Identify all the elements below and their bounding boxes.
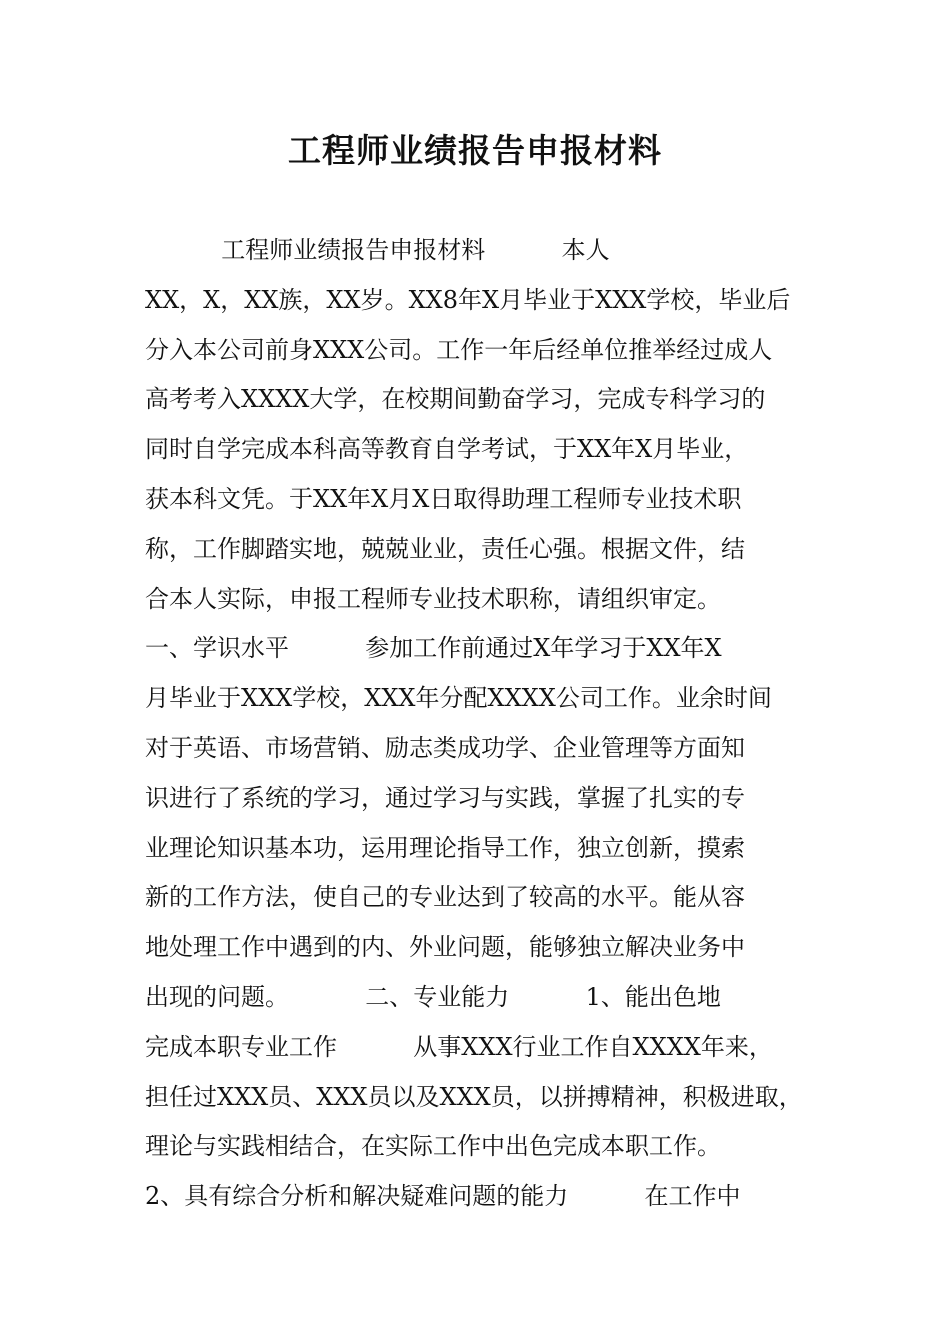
body-line: 高考考入XXXX大学，在校期间勤奋学习，完成专科学习的 bbox=[145, 385, 766, 414]
document-title: 工程师业绩报告申报材料 bbox=[288, 131, 662, 170]
body-line: 业理论知识基本功，运用理论指导工作，独立创新，摸索 bbox=[145, 833, 745, 862]
body-line: 一、学识水平 参加工作前通过X年学习于XX年X bbox=[145, 634, 722, 663]
body-line: 工程师业绩报告申报材料 本人 bbox=[145, 236, 610, 264]
body-line: 2、具有综合分析和解决疑难问题的能力 在工作中 bbox=[145, 1182, 741, 1211]
body-line: 担任过XXX员、XXX员以及XXX员，以拼搏精神，积极进取， bbox=[145, 1082, 803, 1111]
body-line: 月毕业于XXX学校，XXX年分配XXXX公司工作。业余时间 bbox=[145, 684, 772, 713]
body-line: XX，X，XX族，XX岁。XX8年X月毕业于XXX学校，毕业后 bbox=[145, 285, 791, 314]
body-line: 合本人实际，申报工程师专业技术职称，请组织审定。 bbox=[145, 584, 721, 613]
document-body bbox=[145, 226, 825, 1222]
body-line: 识进行了系统的学习，通过学习与实践，掌握了扎实的专 bbox=[145, 783, 745, 812]
body-line: 分入本公司前身XXX公司。工作一年后经单位推举经过成人 bbox=[145, 335, 773, 364]
body-line: 理论与实践相结合，在实际工作中出色完成本职工作。 bbox=[145, 1132, 721, 1161]
body-line: 出现的问题。 二、专业能力 1、能出色地 bbox=[145, 982, 721, 1011]
body-line: 称，工作脚踏实地，兢兢业业，责任心强。根据文件，结 bbox=[145, 534, 745, 563]
body-line: 新的工作方法，使自己的专业达到了较高的水平。能从容 bbox=[145, 883, 745, 912]
body-line: 同时自学完成本科高等教育自学考试，于XX年X月毕业， bbox=[145, 435, 749, 464]
body-line: 获本科文凭。于XX年X月X日取得助理工程师专业技术职 bbox=[145, 484, 742, 513]
body-line: 完成本职专业工作 从事XXX行业工作自XXXX年来， bbox=[145, 1032, 773, 1061]
body-line: 地处理工作中遇到的内、外业问题，能够独立解决业务中 bbox=[145, 933, 745, 962]
body-line: 对于英语、市场营销、励志类成功学、企业管理等方面知 bbox=[145, 733, 745, 762]
